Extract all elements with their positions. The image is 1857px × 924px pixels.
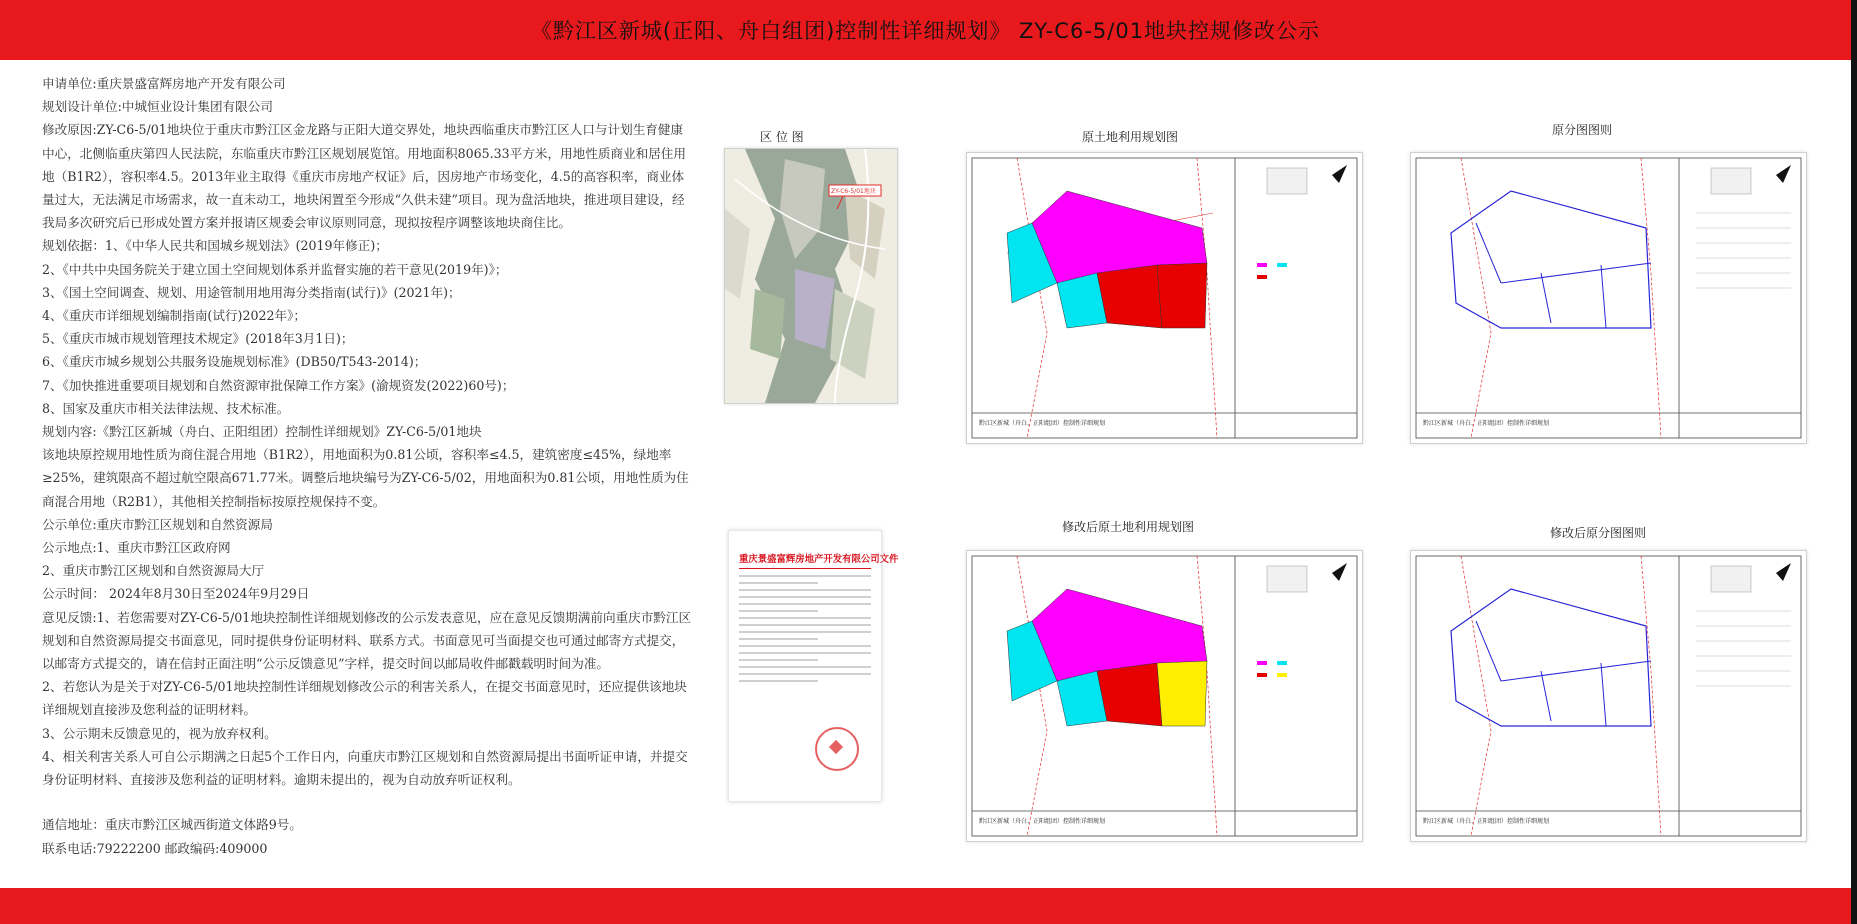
applicant: 申请单位:重庆景盛富辉房地产开发有限公司 bbox=[42, 76, 286, 91]
location-map-title: 区 位 图 bbox=[760, 130, 804, 144]
publisher: 公示单位:重庆市黔江区规划和自然资源局 bbox=[42, 516, 273, 532]
original-plot-map bbox=[1410, 152, 1807, 444]
basis-item: 3、《国土空间调查、规划、用途管制用地用海分类指南(试行)》(2021年)； bbox=[42, 284, 461, 300]
feedback-2: 2、若您认为是关于对ZY-C6-5/01地块控制性详细规划修改公示的利害关系人，在提交书面意见时，还应提供该地块详细规划直接涉及您利益的证明材料。 bbox=[42, 679, 687, 718]
location-map bbox=[724, 148, 898, 404]
original-landuse-drawing bbox=[967, 153, 1362, 443]
modified-landuse-map bbox=[966, 550, 1363, 842]
location-2: 2、重庆市黔江区规划和自然资源局大厅 bbox=[42, 563, 265, 579]
notice-text bbox=[42, 72, 692, 860]
company-seal bbox=[815, 727, 859, 771]
footer-banner bbox=[0, 888, 1851, 924]
feedback-3: 3、公示期未反馈意见的，视为放弃权利。 bbox=[42, 725, 277, 741]
basis-item: 2、《中共中央国务院关于建立国土空间规划体系并监督实施的若干意见(2019年)》； bbox=[42, 261, 508, 277]
letter-header: 重庆景盛富辉房地产开发有限公司文件 bbox=[739, 551, 871, 569]
original-plot-title: 原分图图则 bbox=[1552, 123, 1613, 137]
original-landuse-map bbox=[966, 152, 1363, 444]
basis-item: 5、《重庆市城市规划管理技术规定》(2018年3月1日)； bbox=[42, 331, 354, 347]
letter-body bbox=[739, 575, 871, 682]
page-title: 《黔江区新城(正阳、舟白组团)控制性详细规划》 ZY-C6-5/01地块控规修改公示 bbox=[530, 19, 1321, 43]
phone: 联系电话:79222200 邮政编码:409000 bbox=[42, 840, 268, 856]
basis-item: 7、《加快推进重要项目规划和自然资源审批保障工作方案》(渝规资发(2022)60号)； bbox=[42, 377, 515, 393]
modified-landuse-title: 修改后原土地利用规划图 bbox=[1062, 520, 1195, 534]
modified-plot-title: 修改后原分图图则 bbox=[1550, 526, 1647, 540]
location-map-image bbox=[725, 149, 897, 403]
modification-reason: 修改原因:ZY-C6-5/01地块位于重庆市黔江区金龙路与正阳大道交界处，地块西临重庆市黔江区人口与计划生育健康中心，北侧临重庆第四人民法院，东临重庆市黔江区规划展览馆。用地面积8065.33平方米，用地性质商业和居住用地（B1R2），容积率4.5。2013年业主取得《重庆市房地产权证》后，因房地产市场变化，4.5的高容积率，商业体量过大，无法满足市场需求，故一直未动工，地块闲置至今形成“久供未建”项目。现为盘活地块，推进项目建设，经我局多次研究后已形成处置方案并报请区规委会审议原则同意，现拟按程序调整该地块商住比。 bbox=[42, 122, 686, 231]
feedback-1: 意见反馈:1、若您需要对ZY-C6-5/01地块控制性详细规划修改的公示发表意见，应在意见反馈期满前向重庆市黔江区规划和自然资源局提交书面意见，同时提供身份证明材料、联系方式。书面意见可当面提交也可通过邮寄方式提交，以邮寄方式提交的，请在信封正面注明“公示反馈意见”字样，提交时间以邮局收件邮戳载明时间为准。 bbox=[42, 609, 692, 672]
designer: 规划设计单位:中城恒业设计集团有限公司 bbox=[42, 99, 273, 115]
notice-period: 公示时间： 2024年8月30日至2024年9月29日 bbox=[42, 586, 310, 602]
location-1: 公示地点:1、重庆市黔江区政府网 bbox=[42, 540, 231, 556]
basis-item: 8、国家及重庆市相关法律法规、技术标准。 bbox=[42, 400, 290, 416]
address: 通信地址：重庆市黔江区城西街道文体路9号。 bbox=[42, 817, 302, 833]
plan-content-detail: 该地块原控规用地性质为商住混合用地（B1R2），用地面积为0.81公顷，容积率≤4.5，建筑密度≤45%，绿地率≥25%，建筑限高不超过航空限高671.77米。调整后地块编号为ZY-C6-5/02，用地面积为0.81公顷，用地性质为住商混合用地（R2B1），其他相关控制指标按原控规保持不变。 bbox=[42, 447, 689, 509]
developer-letter bbox=[728, 530, 899, 802]
basis-item: 规划依据：1、《中华人民共和国城乡规划法》(2019年修正)； bbox=[42, 238, 388, 254]
feedback-4: 4、相关利害关系人可自公示期满之日起5个工作日内，向重庆市黔江区规划和自然资源局提出书面听证申请，并提交身份证明材料、直接涉及您利益的证明材料。逾期未提出的，视为自动放弃听证权利。 bbox=[42, 748, 688, 788]
modified-plot-map bbox=[1410, 550, 1807, 842]
svg-text:黔江区新城（舟白、正阳组团）控制性详细规划: 黔江区新城（舟白、正阳组团）控制性详细规划 bbox=[979, 818, 1106, 825]
modified-plot-drawing bbox=[1411, 551, 1806, 841]
modified-landuse-drawing bbox=[967, 551, 1362, 841]
svg-text:黔江区新城（舟白、正阳组团）控制性详细规划: 黔江区新城（舟白、正阳组团）控制性详细规划 bbox=[1423, 420, 1550, 427]
plan-content: 规划内容:《黔江区新城（舟白、正阳组团）控制性详细规划》ZY-C6-5/01地块 bbox=[42, 424, 482, 440]
original-landuse-title: 原土地利用规划图 bbox=[1082, 130, 1179, 144]
svg-text:黔江区新城（舟白、正阳组团）控制性详细规划: 黔江区新城（舟白、正阳组团）控制性详细规划 bbox=[1423, 818, 1550, 825]
title-banner bbox=[0, 0, 1851, 60]
original-plot-drawing bbox=[1411, 153, 1806, 443]
location-marker-label: ZY-C6-5/01地块 bbox=[831, 188, 876, 195]
basis-item: 4、《重庆市详细规划编制指南(试行)2022年》； bbox=[42, 308, 306, 324]
basis-item: 6、《重庆市城乡规划公共服务设施规划标准》(DB50/T543-2014)； bbox=[42, 354, 427, 370]
svg-text:黔江区新城（舟白、正阳组团）控制性详细规划: 黔江区新城（舟白、正阳组团）控制性详细规划 bbox=[979, 420, 1106, 427]
